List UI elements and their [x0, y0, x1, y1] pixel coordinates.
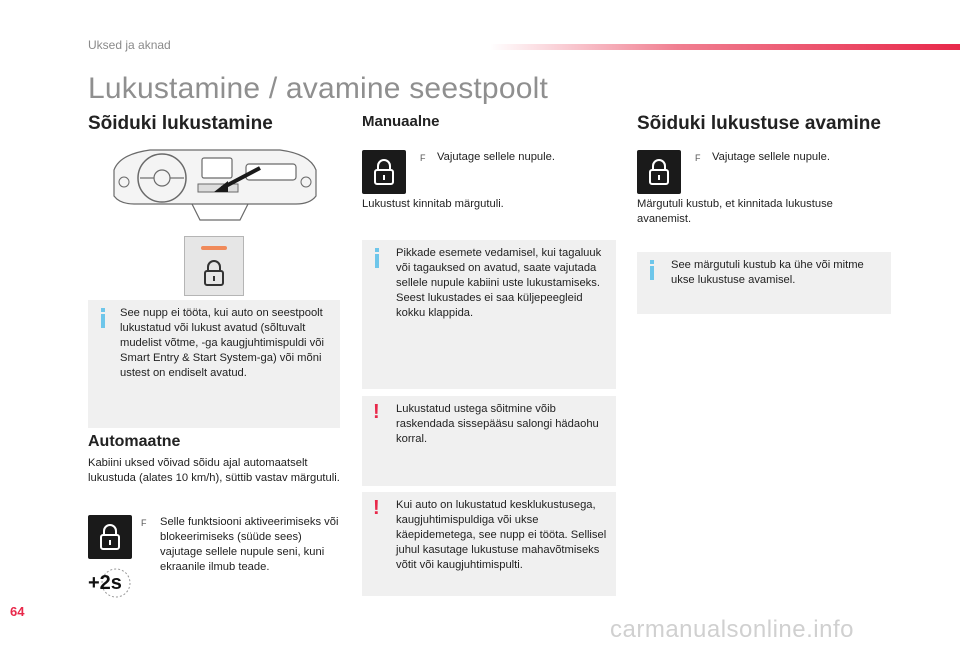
manual-confirm-text: Lukustust kinnitab märgutuli.	[362, 198, 504, 210]
padlock-icon	[100, 523, 120, 551]
hold-duration-label: +2s	[88, 572, 122, 594]
note-text: See märgutuli kustub ka ühe või mitme ukse lukustuse avamisel.	[671, 259, 864, 286]
dashboard-illustration	[110, 140, 320, 222]
warning-icon: !	[373, 497, 380, 519]
info-icon	[98, 308, 108, 328]
unlock-confirm-text: Märgutuli kustub, et kinnitada lukustuse avanemist.	[637, 198, 833, 225]
info-icon	[647, 260, 657, 280]
unlock-instruction: Vajutage sellele nupule.	[712, 151, 830, 163]
info-note-col3	[637, 252, 891, 314]
info-note-col1	[88, 300, 340, 428]
note-text: Pikkade esemete vedamisel, kui tagaluuk või tagauksed on avatud, saate vajutada sellele nupule kabiini uste lukustamiseks. Seest lukustades ei saa küljepeegleid kokku klappida.	[396, 247, 602, 319]
padlock-icon	[374, 158, 394, 186]
hold-2s-badge	[88, 566, 132, 600]
bullet-marker: F	[420, 153, 426, 163]
padlock-icon	[203, 259, 225, 287]
automatic-instruction: Selle funktsiooni aktiveerimiseks või blokeerimiseks (süüde sees) vajutage sellele nupule seni, kuni ekraanile ilmub teade.	[160, 516, 339, 573]
lock-button-illustration	[184, 236, 244, 296]
section-label: Uksed ja aknad	[88, 38, 171, 52]
info-icon	[372, 248, 382, 268]
bullet-marker: F	[141, 518, 147, 528]
automatic-description: Kabiini uksed võivad sõidu ajal automaatselt lukustuda (alates 10 km/h), süttib vastav märgutuli.	[88, 457, 340, 484]
watermark: carmanualsonline.info	[610, 616, 854, 643]
warning-note-1	[362, 396, 616, 486]
bullet-marker: F	[695, 153, 701, 163]
heading-manual: Manuaalne	[362, 113, 440, 130]
heading-vehicle-unlocking: Sõiduki lukustuse avamine	[637, 113, 881, 134]
lock-button-icon	[362, 150, 406, 194]
header-accent-bar	[490, 44, 960, 50]
warning-icon: !	[373, 401, 380, 423]
indicator-light	[201, 246, 227, 250]
page-title: Lukustamine / avamine seestpoolt	[88, 72, 548, 105]
info-note-col2	[362, 240, 616, 389]
heading-vehicle-locking: Sõiduki lukustamine	[88, 113, 273, 134]
manual-instruction: Vajutage sellele nupule.	[437, 151, 555, 163]
page-number: 64	[10, 604, 25, 619]
lock-button-icon	[88, 515, 132, 559]
warning-text: Lukustatud ustega sõitmine võib raskendada sissepääsu salongi hädaohu korral.	[396, 403, 599, 445]
heading-automatic: Automaatne	[88, 433, 181, 450]
lock-button-icon	[637, 150, 681, 194]
padlock-icon	[649, 158, 669, 186]
warning-note-2	[362, 492, 616, 596]
warning-text: Kui auto on lukustatud kesklukustusega, kaugjuhtimispuldiga või ukse käepidemetega, see nupp ei tööta. Sellisel juhul kasutage lukustuse mahavõtmiseks võtit või kaugjuhtimispulti.	[396, 499, 607, 571]
note-text: See nupp ei tööta, kui auto on seestpoolt lukustatud või lukust avatud (sõltuvalt mudelist võtme, -ga kaugjuhtimispuldi või Smart Entry & Start System-ga) või mõni ustest on endiselt avatud.	[120, 307, 324, 379]
